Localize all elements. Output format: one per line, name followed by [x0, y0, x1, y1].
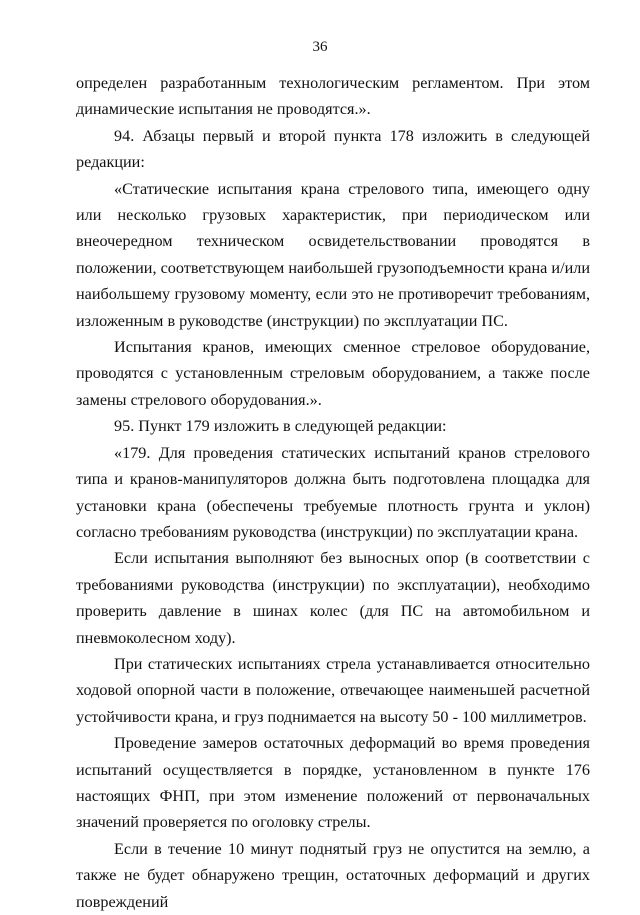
paragraph-boom-position: При статических испытаниях стрела устанавливается относительно ходовой опорной части в положение, отвечающее наименьшей расчетной устойчивости крана, и груз поднимается на высоту 50 - 100 миллиметров. — [76, 654, 590, 726]
paragraph-item-94: 94. Абзацы первый и второй пункта 178 изложить в следующей редакции: — [76, 126, 590, 172]
paragraph-continuation: определен разработанным технологическим регламентом. При этом динамические испытания не проводятся.». — [76, 74, 590, 119]
paragraph-outriggers: Если испытания выполняют без выносных опор (в соответствии с требованиями руководства (инструкции) по эксплуатации), необходимо проверить давление в шинах колес (для ПС на автомобильном и пневмоколесном ходу). — [76, 549, 590, 647]
paragraph-quote-boom-equipment: Испытания кранов, имеющих сменное стреловое оборудование, проводятся с установленным стреловым оборудованием, а также после замены стрелового оборудования.». — [76, 338, 590, 409]
paragraph-quote-179: «179. Для проведения статических испытаний кранов стрелового типа и кранов-манипуляторов должна быть подготовлена площадка для установки крана (обеспечены требуемые плотность грунта и уклон) согласно требованиям руководства (инструкции) по эксплуатации крана. — [76, 443, 590, 541]
page-number: 36 — [312, 39, 328, 55]
paragraph-ten-minutes: Если в течение 10 минут поднятый груз не опустится на землю, а также не будет обнаружено трещин, остаточных деформаций и других повреждений — [76, 839, 590, 911]
paragraph-deformation-measurement: Проведение замеров остаточных деформаций во время проведения испытаний осуществляется в порядке, установленном в пункте 176 настоящих ФНП, при этом изменение положений от первоначальных значений проверяется по оголовку стрелы. — [76, 734, 590, 832]
paragraph-item-95: 95. Пункт 179 изложить в следующей редакции: — [114, 417, 447, 436]
document-body — [76, 70, 590, 915]
paragraph-quote-static-tests: «Статические испытания крана стрелового типа, имеющего одну или несколько грузовых характеристик, при периодическом или внеочередном техническом освидетельствовании проводятся в положении, соответствующем наибольшей грузоподъемности крана и/или наибольшему грузовому моменту, если это не противоречит требованиям, изложенным в руководстве (инструкции) по эксплуатации ПС. — [76, 179, 590, 330]
